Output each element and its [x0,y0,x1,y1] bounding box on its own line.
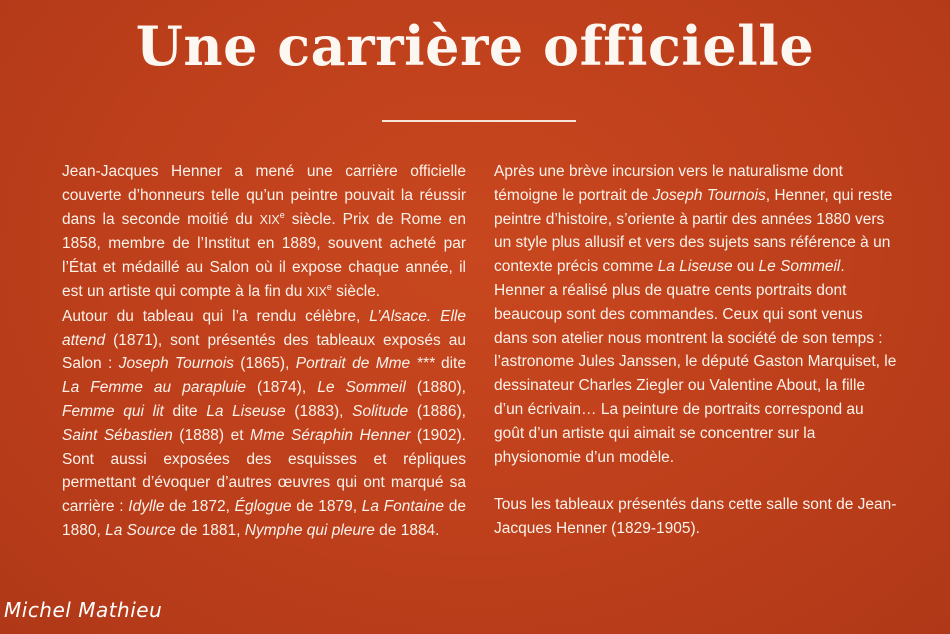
italic-title: La Liseuse [657,258,733,276]
left-paragraph-1 [62,160,466,305]
text-run: (1865), [233,355,296,373]
text-run: dite [163,402,207,420]
text-run: (1883), [285,402,353,420]
right-text-column [494,160,898,541]
superscript: e [326,281,332,292]
italic-title: La Fontaine [361,498,445,516]
italic-title: La Source [105,521,176,539]
right-paragraph-1 [494,160,898,279]
text-run: de 1884. [374,521,440,539]
italic-title: Le Sommeil [758,258,841,276]
italic-title: Le Sommeil [317,379,406,397]
italic-title: Églogue [234,498,292,516]
text-run: siècle. Prix de Rome en 1858, membre de l’Institut en 1889, souvent acheté par l’État et médaillé au Salon où il expose chaque année, il est un artiste qui compte à la fin du [62,210,466,300]
text-run: ou [732,258,759,276]
italic-title: Mme Séraphin Henner [250,426,411,444]
right-paragraph-3 [494,493,898,541]
italic-title: Joseph Tournois [652,186,766,204]
small-caps-text: XIX [259,212,280,227]
text-run: de 1879, [291,498,362,516]
left-text-column [62,160,466,543]
text-run: (1880), [405,379,466,397]
italic-title: Portrait de Mme *** [295,355,435,373]
text-run: Henner a réalisé plus de quatre cents portraits dont beaucoup sont des commandes. Ceux qui sont venus dans son atelier nous montrent la société de son temps : l’astronome Jules Janssen, le député Gaston Marquiset, le dessinateur Charles Ziegler ou Valentine About, la fille d’un écrivain… La peinture de portraits correspond au goût d’un artiste qui aimait se concentrer sur la physionomie d’un modèle. [494,281,897,466]
text-run: de 1881, [175,521,245,539]
text-run: (1888) et [172,426,251,444]
photographer-signature: Michel Mathieu [4,598,163,622]
text-run: (1902). Sont aussi exposées des esquisses et répliques permettant d’évoquer d’autres œuvres qui ont marqué sa carrière : [62,426,466,516]
italic-title: Joseph Tournois [118,355,234,373]
text-run: Jean-Jacques Henner a mené une carrière officielle couverte d’honneurs telle qu’un peintre pouvait la réussir dans la seconde moitié du [62,163,466,228]
italic-title: Nymphe qui pleure [244,521,375,539]
text-run: . [840,258,845,276]
text-run: (1874), [245,379,318,397]
italic-title: Solitude [352,402,409,420]
italic-title: La Liseuse [206,402,286,420]
title-divider [382,120,576,122]
italic-title: Idylle [128,498,165,516]
left-paragraph-2 [62,305,466,543]
superscript: e [279,209,285,220]
text-run: Autour du tableau qui l’a rendu célèbre, [62,307,370,325]
text-run: de 1872, [164,498,235,516]
text-run: , Henner, qui reste peintre d’histoire, s’oriente à partir des années 1880 vers un style plus allusif et vers des sujets sans référence à un contexte précis comme [494,186,893,276]
text-run: (1871), sont présentés des tableaux exposés au Salon : [62,331,466,373]
text-run: siècle. [331,282,381,300]
text-run: de 1880, [62,498,466,539]
small-caps-text: XIX [306,284,327,299]
text-run: Après une brève incursion vers le naturalisme dont témoigne le portrait de [494,163,843,204]
italic-title: La Femme au parapluie [62,379,246,397]
italic-title: Femme qui lit [62,402,164,420]
text-run: dite [434,355,466,373]
right-paragraph-2 [494,279,898,469]
page-title: Une carrière officielle [135,14,815,78]
italic-title: Saint Sébastien [62,426,173,444]
text-run: (1886), [408,402,466,420]
text-run: Tous les tableaux présentés dans cette salle sont de Jean-Jacques Henner (1829-1905). [494,496,897,537]
italic-title: L’Alsace. Elle attend [62,307,466,349]
